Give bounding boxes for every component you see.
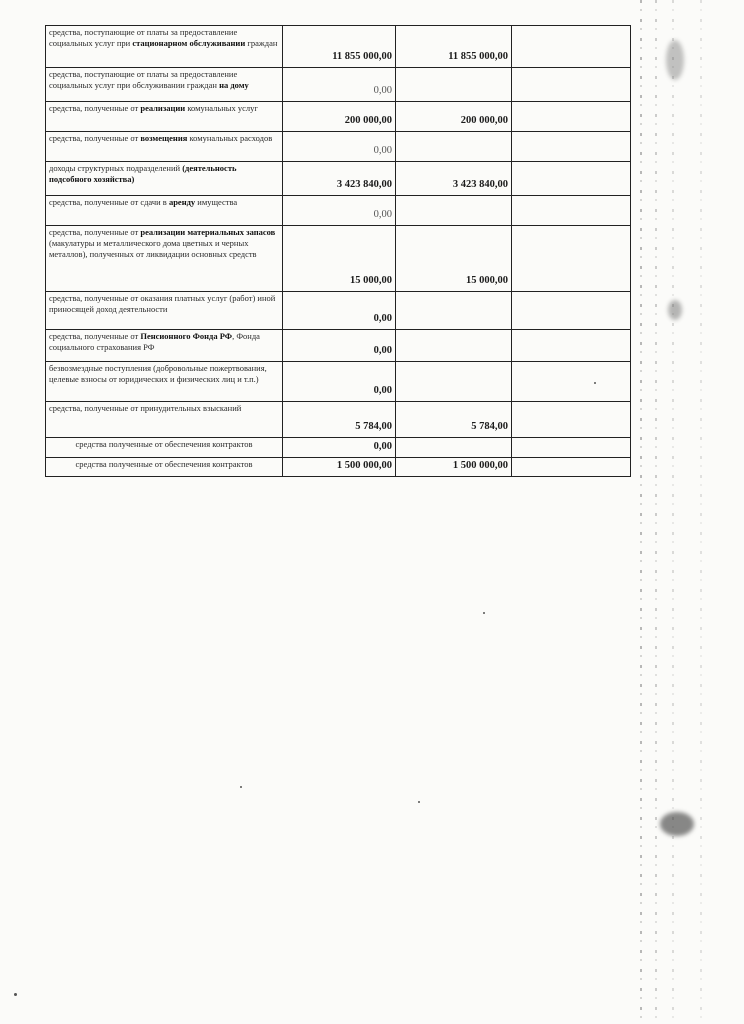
label-part: средства полученные от обеспечения контрактов (75, 439, 253, 449)
label-part: возмещения (140, 133, 188, 143)
row-label (46, 458, 283, 477)
amount-cell-2: 15 000,00 (396, 226, 512, 292)
scan-speck (483, 612, 485, 614)
amount-cell-1: 11 855 000,00 (283, 26, 396, 68)
amount-cell-3 (512, 402, 631, 438)
scan-noise-band (672, 0, 674, 1024)
row-label (46, 26, 283, 68)
row-label (46, 196, 283, 226)
table-row (46, 402, 631, 438)
label-part: средства, полученные от оказания платных услуг (работ) иной приносящей доход деятельности (49, 293, 276, 315)
row-label (46, 226, 283, 292)
label-part: средства, поступающие от платы за предоставление социальных услуг при (49, 27, 238, 49)
table-row (46, 102, 631, 132)
amount-cell-3 (512, 162, 631, 196)
row-label (46, 438, 283, 458)
amount-cell-2: 3 423 840,00 (396, 162, 512, 196)
label-part: средства полученные от обеспечения контрактов (75, 459, 253, 469)
row-label (46, 292, 283, 330)
scan-blot (660, 812, 694, 836)
amount-cell-3 (512, 458, 631, 477)
amount-cell-3 (512, 26, 631, 68)
income-table-body (46, 26, 631, 477)
row-label (46, 68, 283, 102)
table-row (46, 132, 631, 162)
row-label (46, 102, 283, 132)
table-row (46, 162, 631, 196)
label-part: имущества (195, 197, 238, 207)
label-part: (деятельность подсобного хозяйства) (49, 163, 237, 185)
table-row (46, 330, 631, 362)
label-part: комунальных услуг (185, 103, 258, 113)
scan-noise-band (640, 0, 642, 1024)
amount-cell-1: 0,00 (283, 196, 396, 226)
amount-cell-1: 0,00 (283, 438, 396, 458)
table-row (46, 292, 631, 330)
amount-cell-2 (396, 196, 512, 226)
amount-cell-1: 15 000,00 (283, 226, 396, 292)
scan-blot (666, 40, 684, 80)
label-part: , Фонда социального страхования РФ (49, 331, 260, 353)
label-part: средства, полученные от (49, 133, 141, 143)
amount-cell-2 (396, 292, 512, 330)
label-part: комунальных расходов (187, 133, 273, 143)
amount-cell-1: 1 500 000,00 (283, 458, 396, 477)
amount-cell-3 (512, 292, 631, 330)
label-part: средства, полученные от (49, 331, 141, 341)
label-part: реализации (140, 103, 186, 113)
amount-cell-3 (512, 438, 631, 458)
scan-speck (14, 993, 17, 996)
amount-cell-2: 5 784,00 (396, 402, 512, 438)
amount-cell-3 (512, 132, 631, 162)
amount-cell-3 (512, 226, 631, 292)
label-part: аренду (168, 197, 196, 207)
label-part: (макулатуры и металлического дома цветных и черных металлов), полученных от ликвидации основных средств (49, 238, 257, 260)
amount-cell-2 (396, 132, 512, 162)
amount-cell-2: 200 000,00 (396, 102, 512, 132)
label-part: на дому (219, 80, 249, 91)
label-part: стационарном обслуживании (132, 38, 246, 49)
amount-cell-1: 200 000,00 (283, 102, 396, 132)
amount-cell-3 (512, 330, 631, 362)
table-row (46, 226, 631, 292)
amount-cell-1: 3 423 840,00 (283, 162, 396, 196)
row-label (46, 132, 283, 162)
row-label (46, 330, 283, 362)
scan-noise-band (700, 0, 702, 1024)
table-row (46, 362, 631, 402)
table-row (46, 26, 631, 68)
scan-blot (668, 300, 682, 320)
amount-cell-2 (396, 438, 512, 458)
row-label (46, 402, 283, 438)
label-part: Пенсионного Фонда РФ (140, 331, 233, 341)
label-part: средства, поступающие от платы за предоставление социальных услуг при обслуживании граждан (49, 69, 238, 91)
amount-cell-2 (396, 362, 512, 402)
label-part: безвозмездные поступления (добровольные пожертвования, целевые взносы от юридических и физических лиц и т.п.) (49, 363, 267, 385)
table-row (46, 458, 631, 477)
row-label (46, 162, 283, 196)
table-row (46, 196, 631, 226)
label-part: средства, полученные от (49, 103, 141, 113)
amount-cell-1: 0,00 (283, 362, 396, 402)
table-row (46, 68, 631, 102)
scan-noise-band (655, 0, 657, 1024)
label-part: средства, полученные от сдачи в (49, 197, 169, 207)
label-part: средства, полученные от (49, 227, 141, 237)
row-label (46, 362, 283, 402)
amount-cell-2 (396, 330, 512, 362)
amount-cell-3 (512, 102, 631, 132)
label-part: реализации материальных запасов (140, 227, 276, 237)
amount-cell-2: 1 500 000,00 (396, 458, 512, 477)
amount-cell-1: 0,00 (283, 68, 396, 102)
income-table (45, 25, 631, 477)
amount-cell-3 (512, 362, 631, 402)
label-part: граждан (245, 38, 278, 49)
amount-cell-1: 0,00 (283, 132, 396, 162)
amount-cell-2 (396, 68, 512, 102)
amount-cell-3 (512, 68, 631, 102)
amount-cell-3 (512, 196, 631, 226)
amount-cell-2: 11 855 000,00 (396, 26, 512, 68)
scan-speck (418, 801, 420, 803)
amount-cell-1: 5 784,00 (283, 402, 396, 438)
label-part: средства, полученные от принудительных взысканий (49, 403, 242, 413)
scan-speck (240, 786, 242, 788)
amount-cell-1: 0,00 (283, 330, 396, 362)
amount-cell-1: 0,00 (283, 292, 396, 330)
label-part: доходы структурных подразделений (49, 163, 183, 173)
table-row (46, 438, 631, 458)
